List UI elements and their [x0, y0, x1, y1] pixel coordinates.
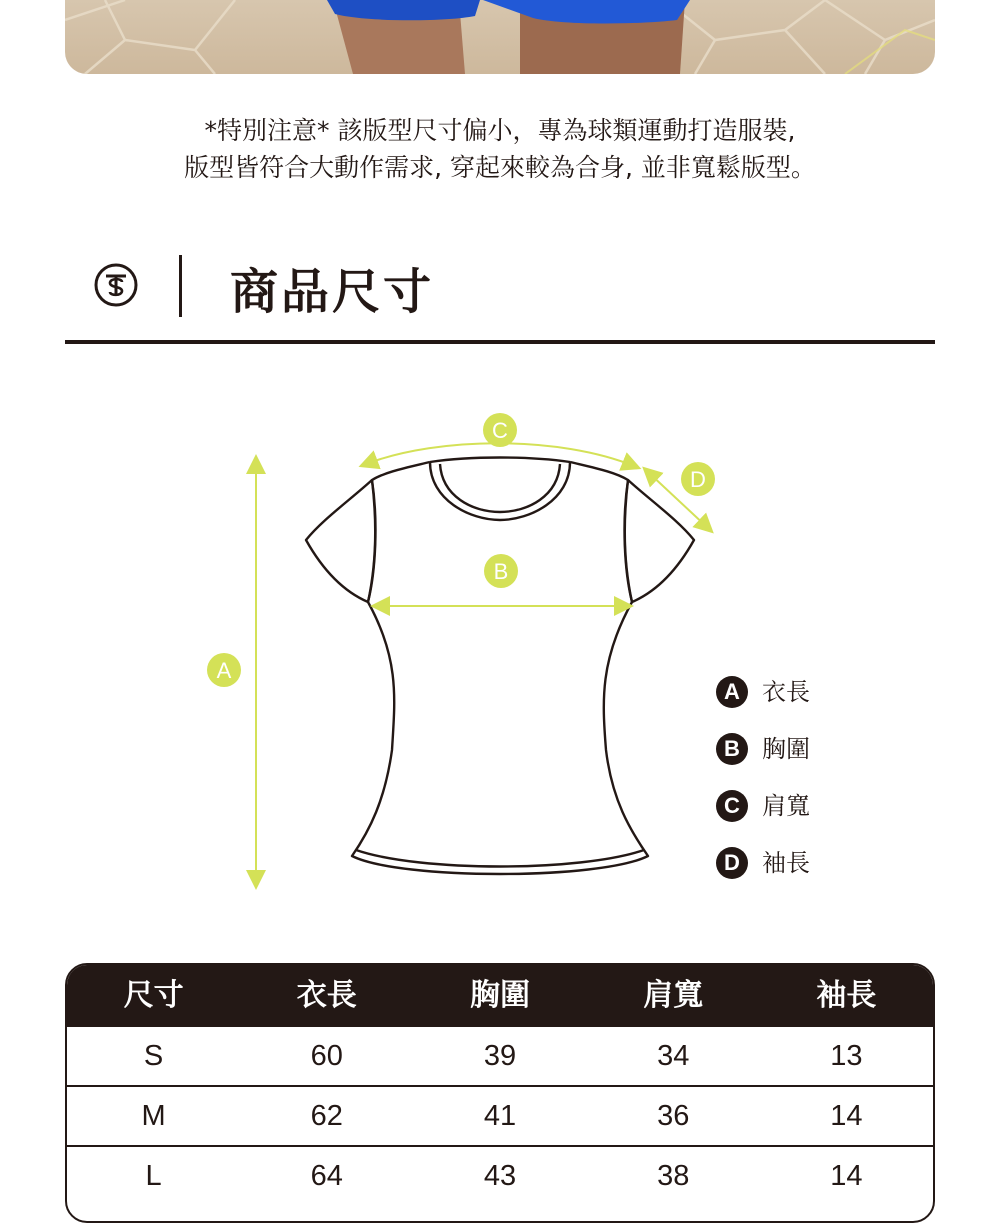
- notice-line-1: *特別注意* 該版型尺寸偏小，專為球類運動打造服裝,: [204, 116, 796, 145]
- label-a-text: A: [216, 658, 232, 683]
- cell-shoulder: 36: [657, 1100, 690, 1132]
- cell-chest: 43: [483, 1160, 517, 1192]
- legend-badge-c: C: [716, 790, 748, 822]
- tshirt-measurement-diagram: [0, 400, 1000, 900]
- legend-item-chest: [716, 733, 810, 790]
- size-section-header: [65, 245, 935, 345]
- cell-length: 62: [310, 1100, 343, 1132]
- cell-sleeve: 14: [830, 1100, 863, 1132]
- fit-notice: [0, 112, 1000, 186]
- legend-item-length: [716, 676, 810, 733]
- header-shoulder: 肩寬: [643, 978, 704, 1013]
- notice-line-2: 版型皆符合大動作需求, 穿起來較為合身, 並非寬鬆版型。: [184, 153, 816, 182]
- header-rule: [65, 340, 935, 344]
- product-photo-strip: [65, 0, 935, 74]
- section-title: 商品尺寸: [230, 264, 435, 320]
- label-d-text: D: [690, 467, 706, 492]
- label-c-text: C: [492, 418, 508, 443]
- cell-shoulder: 38: [657, 1160, 690, 1192]
- legend-item-shoulder: [716, 790, 810, 847]
- cell-size: M: [141, 1100, 166, 1132]
- measurement-legend: [716, 676, 810, 904]
- cell-length: 64: [310, 1160, 343, 1192]
- cell-length: 60: [310, 1040, 343, 1072]
- label-b-text: B: [493, 559, 509, 584]
- header-sleeve: 袖長: [816, 978, 877, 1013]
- tshirt-outline-icon: [306, 458, 694, 875]
- cell-sleeve: 13: [830, 1040, 863, 1072]
- legend-item-sleeve: [716, 847, 810, 904]
- legend-label-shoulder: 肩寬: [762, 792, 810, 820]
- table-row: [67, 1145, 933, 1205]
- table-header-row: [67, 965, 933, 1025]
- legend-badge-d: D: [716, 847, 748, 879]
- cell-chest: 41: [483, 1100, 517, 1132]
- cell-size: L: [145, 1160, 162, 1192]
- cell-chest: 39: [483, 1040, 517, 1072]
- header-size: 尺寸: [123, 978, 184, 1013]
- table-row: [67, 1025, 933, 1085]
- header-divider: [179, 255, 182, 317]
- table-row: [67, 1085, 933, 1145]
- cell-sleeve: 14: [830, 1160, 863, 1192]
- hexagon-court-background: [65, 0, 935, 74]
- size-table: [65, 963, 935, 1223]
- cell-size: S: [143, 1040, 164, 1072]
- legend-badge-a: A: [716, 676, 748, 708]
- legend-label-sleeve: 袖長: [762, 849, 810, 877]
- legend-label-chest: 胸圍: [762, 735, 810, 763]
- legend-badge-b: B: [716, 733, 748, 765]
- brand-logo-icon: [93, 262, 139, 308]
- cell-shoulder: 34: [657, 1040, 690, 1072]
- header-chest: 胸圍: [470, 978, 530, 1013]
- header-length: 衣長: [296, 978, 357, 1013]
- legend-label-length: 衣長: [762, 678, 810, 706]
- shorts-right-shape: [483, 0, 690, 24]
